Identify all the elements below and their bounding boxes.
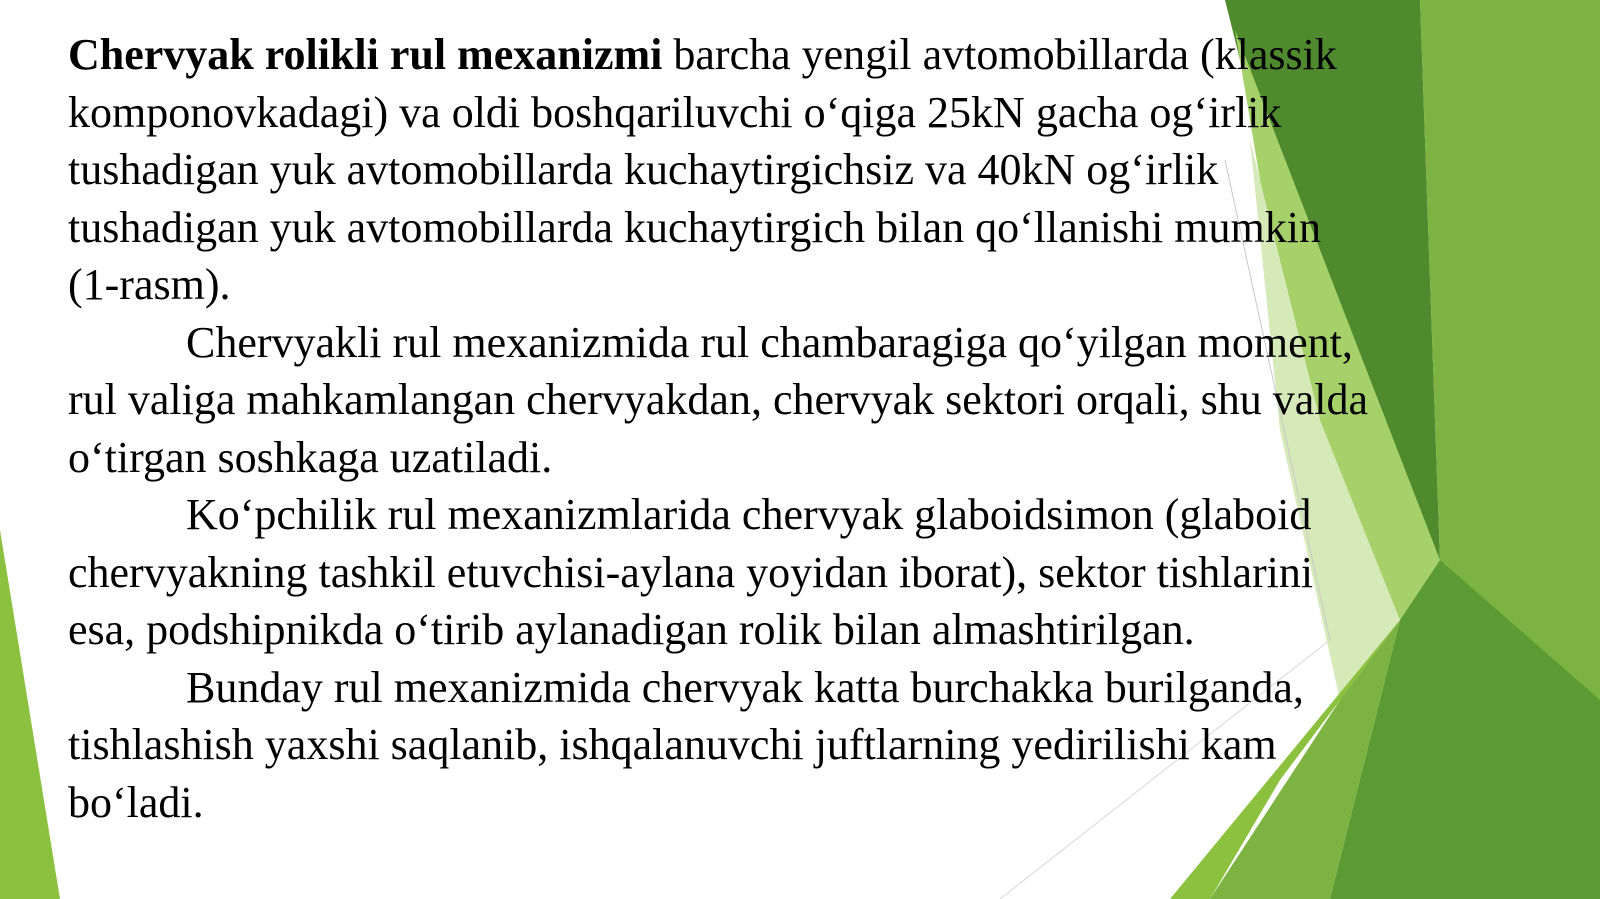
paragraph-1	[68, 26, 1368, 314]
paragraph-4: Bunday rul mexanizmida chervyak katta burchakka burilganda, tishlashish yaxshi saqlanib, ishqalanuvchi juftlarning yedirilishi kam bo‘ladi.	[68, 662, 1304, 827]
paragraph-2: Chervyakli rul mexanizmida rul chambaragiga qo‘yilgan moment, rul valiga mahkamlangan chervyakdan, chervyak sektori orqali, shu valda o‘tirgan soshkaga uzatiladi.	[68, 317, 1368, 482]
paragraph-3: Ko‘pchilik rul mexanizmlarida chervyak glaboidsimon (glaboid chervyakning tashkil etuvchisi-aylana yoyidan iborat), sektor tishlarini esa, podshipnikda o‘tirib aylanadigan rolik bilan almashtirilgan.	[68, 490, 1314, 654]
paragraph-1-bold-lead: Chervyak rolikli rul mexanizmi	[68, 30, 663, 79]
paragraph-1-text: barcha yengil avtomobillarda (klassik komponovkadagi) va oldi boshqariluvchi o‘qiga 25kN gacha og‘irlik tushadigan yuk avtomobillarda kuchaytirgichsiz va 40kN og‘irlik tushadigan yuk avtomobillarda kuchaytirgich bilan qo‘llanishi mumkin (1-rasm).	[68, 30, 1337, 309]
left-green-facet	[0, 530, 60, 899]
body-text	[68, 26, 1368, 831]
